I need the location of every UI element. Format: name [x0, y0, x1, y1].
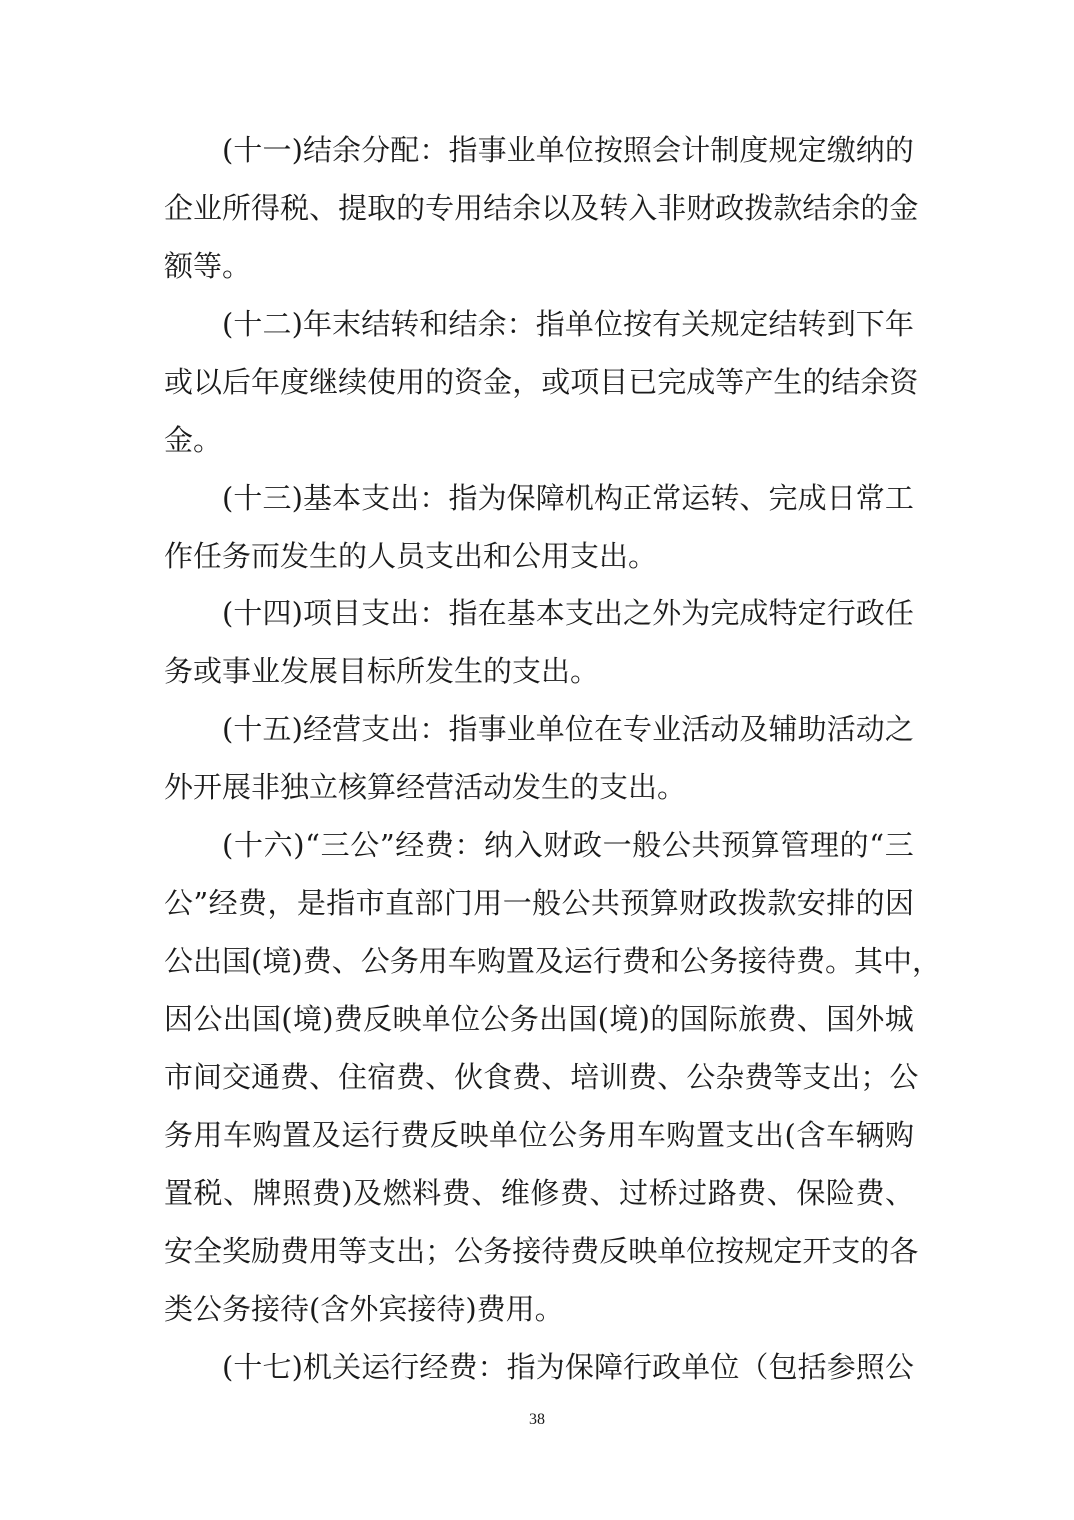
para-16-line-9: 类公务接待(含外宾接待)费用。 — [164, 1292, 564, 1326]
para-11-line-2: 企 业 所 得 税 、 提 取 的 专 用 结 余 以 及 转 入 非 财 政 拨 款 结 余 的 金 — [164, 191, 919, 225]
para-16-line-2: 公 ” 经 费 ， 是 指 市 直 部 门 用 一 般 公 共 预 算 财 政 拨 款 安 排 的 因 — [164, 886, 914, 920]
para-17-line-1: ( 十 七 ) 机 关 运 行 经 费 ： 指 为 保 障 行 政 单 位 （ 包 括 参 照 公 — [222, 1350, 914, 1384]
para-13-line-1: ( 十 三 ) 基 本 支 出 ： 指 为 保 障 机 构 正 常 运 转 、 完 成 日 常 工 — [222, 481, 914, 515]
para-12-line-2: 或 以 后 年 度 继 续 使 用 的 资 金 ， 或 项 目 已 完 成 等 产 生 的 结 余 资 — [164, 365, 919, 399]
para-12-line-1: ( 十 二 ) 年 末 结 转 和 结 余 ： 指 单 位 按 有 关 规 定 结 转 到 下 年 — [222, 307, 914, 341]
para-16-line-8: 安 全 奖 励 费 用 等 支 出 ； 公 务 接 待 费 反 映 单 位 按 规 定 开 支 的 各 — [164, 1234, 919, 1268]
para-16-line-6: 务 用 车 购 置 及 运 行 费 反 映 单 位 公 务 用 车 购 置 支 出 ( 含 车 辆 购 — [164, 1118, 914, 1152]
para-15-line-2: 外开展非独立核算经营活动发生的支出。 — [164, 770, 687, 804]
para-16-line-4: 因 公 出 国 ( 境 ) 费 反 映 单 位 公 务 出 国 ( 境 ) 的 国 际 旅 费 、 国 外 城 — [164, 1002, 914, 1036]
para-16-line-3: 公 出 国 ( 境 ) 费 、 公 务 用 车 购 置 及 运 行 费 和 公 务 接 待 费 。 其 中 ， — [164, 944, 942, 978]
para-16-line-1: ( 十 六 ) “ 三 公 ” 经 费 ： 纳 入 财 政 一 般 公 共 预 算 管 理 的 “ 三 — [222, 828, 914, 862]
page-number: 38 — [529, 1411, 545, 1428]
para-16-line-5: 市 间 交 通 费 、 住 宿 费 、 伙 食 费 、 培 训 费 、 公 杂 费 等 支 出 ； 公 — [164, 1060, 919, 1094]
para-16-line-7: 置 税 、 牌 照 费 ) 及 燃 料 费 、 维 修 费 、 过 桥 过 路 费 、 保 险 费 、 — [164, 1176, 914, 1210]
para-15-line-1: ( 十 五 ) 经 营 支 出 ： 指 事 业 单 位 在 专 业 活 动 及 辅 助 活 动 之 — [222, 712, 914, 746]
para-12-line-3: 金。 — [164, 423, 223, 457]
para-14-line-1: ( 十 四 ) 项 目 支 出 ： 指 在 基 本 支 出 之 外 为 完 成 特 定 行 政 任 — [222, 596, 914, 630]
para-14-line-2: 务或事业发展目标所发生的支出。 — [164, 654, 600, 688]
para-11-line-1: ( 十 一 ) 结 余 分 配 ： 指 事 业 单 位 按 照 会 计 制 度 规 定 缴 纳 的 — [222, 133, 914, 167]
para-11-line-3: 额等。 — [164, 249, 252, 283]
para-13-line-2: 作任务而发生的人员支出和公用支出。 — [164, 539, 658, 573]
